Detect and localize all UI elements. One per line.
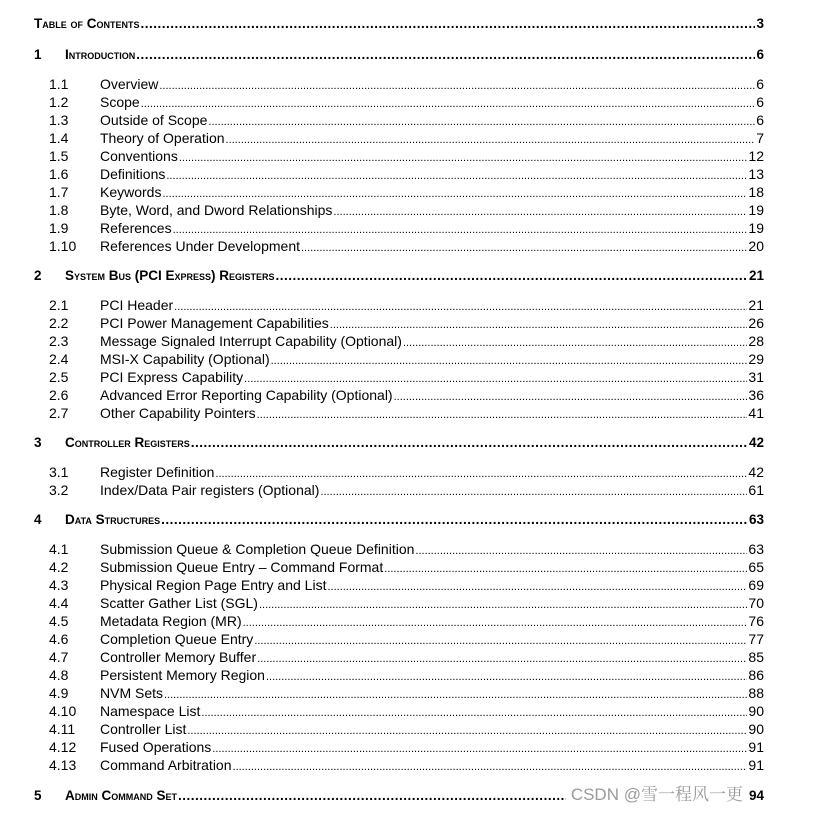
toc-entry[interactable] [34,386,764,404]
dot-leader [201,704,747,722]
dot-leader [257,406,748,424]
dot-leader [415,542,747,560]
entry-page: 6 [756,76,764,92]
section-number: 2 [34,268,42,283]
toc-entry[interactable] [34,183,764,201]
entry-title: Outside of Scope [100,112,208,128]
section-title: Introduction [65,47,136,62]
entry-page: 31 [748,369,764,385]
dot-leader [178,787,566,805]
entry-title: Conventions [100,148,178,164]
section-title: Admin Command Set [65,788,177,803]
toc-entry[interactable] [34,314,764,332]
dot-leader [141,15,756,33]
toc-entry[interactable] [34,684,764,702]
entry-page: 19 [748,220,764,236]
entry-page: 63 [748,541,764,557]
entry-page: 21 [748,297,764,313]
entry-title: Advanced Error Reporting Capability (Optional) [100,387,393,403]
toc-entry[interactable] [34,463,764,481]
entry-number: 4.13 [49,757,77,773]
toc-section-1[interactable] [34,46,764,64]
toc-entry[interactable] [34,129,764,147]
toc-entry[interactable] [34,612,764,630]
entry-title: Register Definition [100,464,215,480]
toc-entry[interactable] [34,93,764,111]
entry-title: Overview [100,76,159,92]
entry-page: 18 [748,184,764,200]
dot-leader [208,113,755,131]
entry-number: 4.3 [49,577,69,593]
dot-leader [226,131,756,149]
section-page: 42 [748,435,764,450]
toc-entry[interactable] [34,540,764,558]
toc-entry[interactable] [34,165,764,183]
entry-number: 4.11 [49,721,76,737]
toc-heading[interactable] [34,15,764,33]
entry-number: 4.5 [49,613,69,629]
dot-leader [161,511,748,529]
toc-entry[interactable] [34,147,764,165]
entry-page: 70 [748,595,764,611]
entry-title: Scatter Gather List (SGL) [100,595,258,611]
entry-title: Byte, Word, and Dword Relationships [100,202,333,218]
entry-page: 85 [748,649,764,665]
entry-number: 1.1 [49,76,69,92]
dot-leader [320,483,747,501]
entry-title: PCI Express Capability [100,369,244,385]
toc-entry[interactable] [34,350,764,368]
dot-leader [327,578,747,596]
entry-page: 69 [748,577,764,593]
subsection-list [34,463,764,499]
dot-leader [259,596,747,614]
entry-page: 29 [748,351,764,367]
toc-entry[interactable] [34,630,764,648]
entry-page: 12 [748,148,764,164]
dot-leader [384,560,747,578]
section-page: 63 [748,512,764,527]
entry-title: Definitions [100,166,166,182]
entry-title: Controller Memory Buffer [100,649,257,665]
entry-page: 13 [748,166,764,182]
entry-title: NVM Sets [100,685,164,701]
entry-number: 4.6 [49,631,69,647]
entry-title: Completion Queue Entry [100,631,254,647]
entry-page: 91 [748,739,764,755]
dot-leader [136,46,755,64]
entry-number: 2.7 [49,405,69,421]
dot-leader [141,95,756,113]
entry-page: 86 [748,667,764,683]
toc-entry[interactable] [34,738,764,756]
entry-page: 90 [748,703,764,719]
toc-entry[interactable] [34,296,764,314]
toc-entry[interactable] [34,237,764,255]
entry-page: 6 [756,94,764,110]
toc-entry[interactable] [34,558,764,576]
entry-page: 7 [756,130,764,146]
dot-leader [159,77,755,95]
toc-entry[interactable] [34,332,764,350]
toc-entry[interactable] [34,594,764,612]
toc-entry[interactable] [34,201,764,219]
dot-leader [301,239,747,257]
entry-number: 2.2 [49,315,69,331]
entry-number: 4.10 [49,703,77,719]
entry-title: Controller List [100,721,187,737]
entry-title: Fused Operations [100,739,212,755]
section-page: 6 [756,47,764,62]
section-title: System Bus (PCI Express) Registers [65,268,275,283]
entry-page: 77 [748,631,764,647]
entry-title: Other Capability Pointers [100,405,256,421]
entry-number: 1.8 [49,202,69,218]
entry-page: 76 [748,613,764,629]
toc-heading-title: Table of Contents [34,16,140,31]
entry-page: 36 [748,387,764,403]
entry-page: 90 [748,721,764,737]
subsection-list [34,296,764,422]
toc-section-2[interactable] [34,267,764,285]
entry-title: References [100,220,172,236]
dot-leader [403,334,747,352]
entry-page: 19 [748,202,764,218]
dot-leader [243,614,748,632]
entry-number: 1.10 [49,238,77,254]
entry-number: 2.5 [49,369,69,385]
entry-title: Submission Queue Entry – Command Format [100,559,384,575]
toc-entry[interactable] [34,720,764,738]
dot-leader [394,388,748,406]
entry-title: Theory of Operation [100,130,225,146]
entry-number: 2.4 [49,351,69,367]
entry-number: 4.12 [49,739,77,755]
entry-title: Message Signaled Interrupt Capability (Optional) [100,333,402,349]
entry-number: 1.4 [49,130,69,146]
toc-entry[interactable] [34,368,764,386]
toc-entry[interactable] [34,75,764,93]
entry-number: 4.4 [49,595,69,611]
entry-number: 4.8 [49,667,69,683]
entry-title: PCI Header [100,297,174,313]
dot-leader [257,650,747,668]
entry-number: 1.7 [49,184,69,200]
dot-leader [164,686,747,704]
section-number: 1 [34,47,42,62]
entry-number: 3.2 [49,482,69,498]
toc-entry[interactable] [34,648,764,666]
dot-leader [179,149,748,167]
section-number: 4 [34,512,42,527]
entry-number: 4.2 [49,559,69,575]
entry-title: MSI-X Capability (Optional) [100,351,270,367]
entry-page: 41 [748,405,764,421]
section-title: Data Structures [65,512,161,527]
entry-title: Index/Data Pair registers (Optional) [100,482,320,498]
entry-title: Command Arbitration [100,757,232,773]
dot-leader [276,267,748,285]
section-page: 94 [748,788,764,803]
toc-section-3[interactable] [34,434,764,452]
dot-leader [191,434,748,452]
entry-page: 91 [748,757,764,773]
toc-section-5[interactable] [34,786,764,804]
subsection-list [34,540,764,774]
subsection-list [34,75,764,255]
entry-title: Metadata Region (MR) [100,613,242,629]
dot-leader [333,203,747,221]
dot-leader [254,632,747,650]
entry-title: Namespace List [100,703,201,719]
entry-title: Physical Region Page Entry and List [100,577,327,593]
entry-number: 2.1 [49,297,69,313]
toc-entry[interactable] [34,666,764,684]
table-of-contents [34,15,764,815]
csdn-watermark: CSDN @雪一程风一更 [570,785,743,804]
entry-number: 1.3 [49,112,69,128]
entry-title: References Under Development [100,238,300,254]
section-number: 3 [34,435,42,450]
toc-entry[interactable] [34,576,764,594]
entry-number: 1.6 [49,166,69,182]
entry-number: 1.5 [49,148,69,164]
dot-leader [266,668,747,686]
entry-number: 3.1 [49,464,69,480]
entry-number: 1.2 [49,94,69,110]
section-title: Controller Registers [65,435,190,450]
entry-number: 4.9 [49,685,69,701]
toc-entry[interactable] [34,756,764,774]
entry-title: Scope [100,94,140,110]
toc-section-4[interactable] [34,511,764,529]
entry-page: 26 [748,315,764,331]
dot-leader [187,722,747,740]
entry-title: Persistent Memory Region [100,667,265,683]
section-number: 5 [34,788,42,803]
dot-leader [212,740,747,758]
entry-number: 2.6 [49,387,69,403]
entry-page: 28 [748,333,764,349]
entry-number: 4.7 [49,649,69,665]
entry-page: 65 [748,559,764,575]
toc-entry[interactable] [34,219,764,237]
toc-heading-page: 3 [756,16,764,31]
toc-entry[interactable] [34,111,764,129]
toc-entry[interactable] [34,404,764,422]
entry-number: 1.9 [49,220,69,236]
dot-leader [166,167,747,185]
entry-page: 20 [748,238,764,254]
entry-page: 6 [756,112,764,128]
entry-page: 88 [748,685,764,701]
section-page: 21 [748,268,764,283]
toc-entry[interactable] [34,481,764,499]
entry-title: Keywords [100,184,162,200]
dot-leader [271,352,748,370]
entry-number: 2.3 [49,333,69,349]
entry-title: PCI Power Management Capabilities [100,315,329,331]
entry-page: 61 [748,482,764,498]
entry-number: 4.1 [49,541,69,557]
dot-leader [233,758,748,776]
toc-entry[interactable] [34,702,764,720]
entry-page: 42 [748,464,764,480]
entry-title: Submission Queue & Completion Queue Definition [100,541,415,557]
